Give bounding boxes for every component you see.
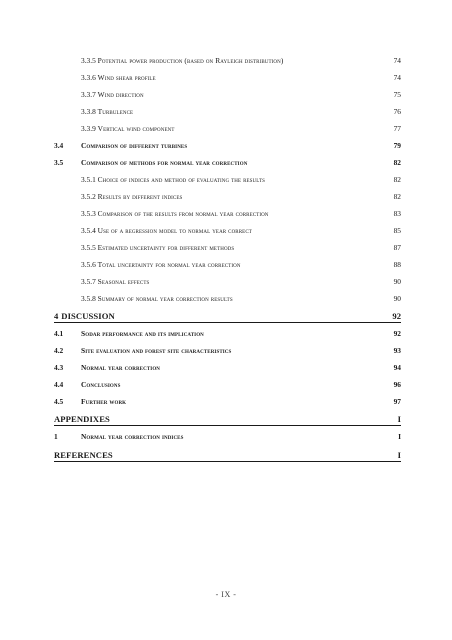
toc-page-number: 74 [393, 73, 401, 82]
toc-page-number: 82 [393, 158, 401, 167]
toc-page-number: 97 [393, 397, 401, 406]
toc-entry-appendix-1[interactable] [54, 432, 401, 442]
toc-page-number: 82 [393, 192, 401, 201]
toc-title: Wind shear profile [97, 73, 156, 82]
toc-title: Further work [81, 397, 127, 406]
toc-entry-3-5-8[interactable] [81, 294, 401, 304]
toc-title: Normal year correction [81, 363, 161, 372]
toc-title: Total uncertainty for normal year correction [97, 260, 241, 269]
toc-number: 3.5 [54, 158, 64, 167]
toc-page-number: 75 [393, 90, 401, 99]
toc-page-number: 79 [393, 141, 401, 150]
toc-page-number: 74 [393, 56, 401, 65]
toc-page-number: 92 [393, 329, 401, 338]
toc-number: 3.3.9 [81, 124, 96, 133]
toc-entry-3-3-7[interactable] [81, 90, 401, 100]
toc-entry-3-5-4[interactable] [81, 226, 401, 236]
toc-title: Seasonal effects [97, 277, 150, 286]
toc-entry-4-1[interactable] [54, 329, 401, 339]
toc-title: DISCUSSION [61, 311, 115, 321]
toc-title: Conclusions [81, 380, 121, 389]
toc-entry-references[interactable] [54, 450, 401, 462]
toc-title: Wind direction [97, 90, 144, 99]
toc-page-number: 87 [393, 243, 401, 252]
toc-entry-3-3-6[interactable] [81, 73, 401, 83]
toc-page-number: 88 [393, 260, 401, 269]
toc-page-number: 90 [393, 277, 401, 286]
toc-number: 3.5.8 [81, 294, 96, 303]
toc-title: Estimated uncertainty for different methods [97, 243, 235, 252]
toc-title: Normal year correction indices [81, 432, 184, 441]
toc-number: 3.5.5 [81, 243, 96, 252]
toc-number: 4.2 [54, 346, 64, 355]
toc-title: REFERENCES [54, 450, 113, 460]
toc-page-number: I [398, 432, 401, 441]
toc-page-number: 94 [393, 363, 401, 372]
toc-number: 3.3.6 [81, 73, 96, 82]
toc-number: 3.4 [54, 141, 64, 150]
toc-entry-3-4[interactable] [54, 141, 401, 151]
toc-entry-4-discussion[interactable] [54, 311, 401, 323]
toc-entry-3-5-5[interactable] [81, 243, 401, 253]
toc-page-number: I [397, 414, 401, 424]
toc-title: Summary of normal year correction results [97, 294, 233, 303]
toc-title: Vertical wind component [97, 124, 175, 133]
toc-number: 4 [54, 311, 59, 321]
toc-page-number: 83 [393, 209, 401, 218]
toc-number: 3.3.7 [81, 90, 96, 99]
toc-number: 3.5.4 [81, 226, 96, 235]
toc-number: 1 [54, 432, 58, 441]
toc-page-number: 85 [393, 226, 401, 235]
page-footer-number: - IX - [215, 590, 237, 599]
toc-number: 3.3.5 [81, 56, 96, 65]
toc-number: 4.3 [54, 363, 64, 372]
toc-entry-3-5-2[interactable] [81, 192, 401, 202]
toc-title: Comparison of different turbines [81, 141, 188, 150]
toc-entry-3-5-6[interactable] [81, 260, 401, 270]
toc-title: Use of a regression model to normal year correct [97, 226, 252, 235]
toc-entry-3-3-8[interactable] [81, 107, 401, 117]
toc-page-number: 93 [393, 346, 401, 355]
toc-page-number: 92 [392, 311, 401, 321]
toc-entry-3-5-3[interactable] [81, 209, 401, 219]
toc-title: Choice of indices and method of evaluating the results [97, 175, 265, 184]
toc-page-number: 77 [393, 124, 401, 133]
toc-number: 3.5.6 [81, 260, 96, 269]
toc-title: Turbulence [97, 107, 134, 116]
toc-number: 3.5.2 [81, 192, 96, 201]
toc-entry-appendixes[interactable] [54, 414, 401, 426]
toc-page-number: 90 [393, 294, 401, 303]
toc-number: 3.5.1 [81, 175, 96, 184]
toc-entry-4-2[interactable] [54, 346, 401, 356]
toc-number: 3.5.3 [81, 209, 96, 218]
toc-number: 4.1 [54, 329, 64, 338]
toc-title: Results by different indices [97, 192, 183, 201]
toc-title: Potential power production (based on Rayleigh distribution) [97, 56, 284, 65]
toc-entry-4-5[interactable] [54, 397, 401, 407]
toc-entry-4-4[interactable] [54, 380, 401, 390]
toc-title: Sodar performance and its implication [81, 329, 204, 338]
toc-page-number: 82 [393, 175, 401, 184]
toc-entry-3-5-7[interactable] [81, 277, 401, 287]
toc-number: 4.5 [54, 397, 64, 406]
toc-page-number: I [397, 450, 401, 460]
toc-entry-4-3[interactable] [54, 363, 401, 373]
toc-number: 3.5.7 [81, 277, 96, 286]
toc-entry-3-3-5[interactable] [81, 56, 401, 66]
toc-entry-3-5-1[interactable] [81, 175, 401, 185]
toc-entry-3-5[interactable] [54, 158, 401, 168]
toc-title: Comparison of methods for normal year correction [81, 158, 248, 167]
toc-page-number: 96 [393, 380, 401, 389]
toc-number: 3.3.8 [81, 107, 96, 116]
toc-title: APPENDIXES [54, 414, 110, 424]
toc-entry-3-3-9[interactable] [81, 124, 401, 134]
toc-title: Comparison of the results from normal year correction [97, 209, 269, 218]
toc-page-number: 76 [393, 107, 401, 116]
toc-title: Site evaluation and forest site characteristics [81, 346, 232, 355]
toc-number: 4.4 [54, 380, 64, 389]
